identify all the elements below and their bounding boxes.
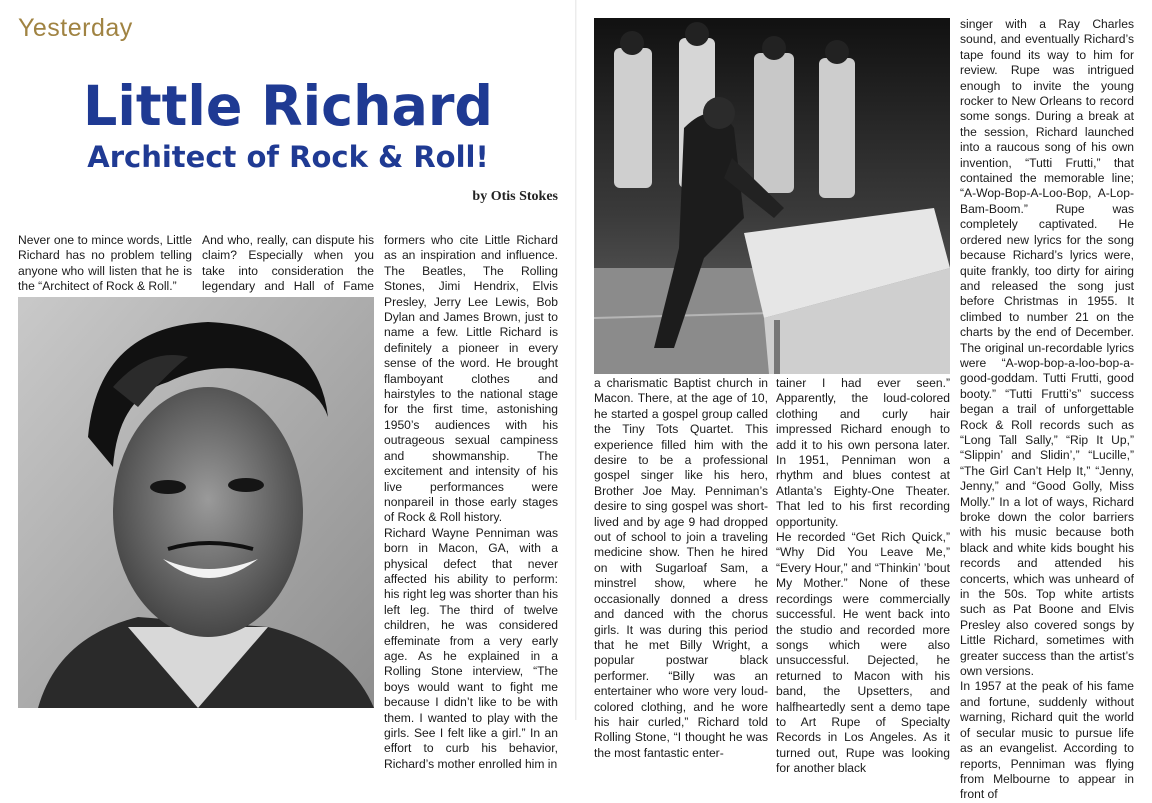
paragraph: singer with a Ray Charles sound, and eventually Richard’s tape found its way to him for review. Rupe was intrigued enough to invite the young rocker to New Orleans to record some songs. During a break at the session, Richard launched into a raucous song of his own invention, “Tutti Frutti,” that contained the memorable line; “A-Wop-Bop-A-Loo-Bop, A-Lop-Bam-Boom.” Rupe was completely captivated. He ordered new lyrics for the song because Richard’s lyrics were, quite frankly, too dirty for airing and released the song just before Christmas in 1955. It climbed to number 21 on the charts by the end of December. The original un-recordable lyrics were “A-wop-bop-a-loo-bop-a-good-goddam. Tutti Frutti, good booty.” “Tutti Frutti’s” success began a trail of unforgettable Rock & Roll records such as “Long Tall Sally,” “Rip It Up,” “Slippin’ and Slidin’,” “Lucille,” “The Girl Can’t Help It,” “Jenny, Jenny,” and “Good Golly, Miss Molly.” In a lot of ways, Richard broke down the color barriers with his music because both black and white kids bought his records and attended his concerts, which was unheard of in the 50s. Top white artists such as Pat Boone and Elvis Presley also covered songs by Little Richard, sometimes with greater success than the artist’s own versions. <box>960 17 1134 679</box>
paragraph: tainer I had ever seen.” Apparently, the loud-colored clothing and curly hair impressed Richard enough to add it to his own persona later. In 1951, Penniman won a rhythm and blues contest at Atlanta’s Eighty-One Theater. That led to his first recording opportunity. <box>776 376 950 529</box>
column-4 <box>594 376 768 761</box>
column-3 <box>384 233 558 772</box>
paragraph: Richard Wayne Penniman was born in Macon, GA, with a physical defect that never affected his ability to perform: his right leg was shorter than his left leg. The third of twelve children, he was considered effeminate from a very early age. As he explained in a Rolling Stone interview, “The boys would want to fight me because I didn’t like to be with them. I wanted to play with the girls. See I felt like a girl.” In an effort to curb his behavior, Richard’s mother enrolled him in <box>384 525 558 771</box>
paragraph: He recorded “Get Rich Quick,” “Why Did You Leave Me,” “Every Hour,” and “Thinkin’ ’bout My Mother.” None of these recordings were commercially successful. He went back into the studio and recorded more songs which were also unsuccessful. Dejected, he returned to Macon with his band, the Upsetters, and halfheartedly sent a demo tape to Art Rupe of Specialty Records in Los Angeles. As it turned out, Rupe was looking for another black <box>776 530 950 776</box>
portrait-photo <box>18 297 374 708</box>
article-subtitle: Architect of Rock & Roll! <box>87 140 489 174</box>
column-1-intro <box>18 233 192 295</box>
column-6 <box>960 17 1134 803</box>
page-spine <box>575 0 577 720</box>
band-performance-photo-icon <box>594 18 950 374</box>
column-5 <box>776 376 950 777</box>
paragraph: And who, really, can dispute his claim? Especially when you take into consideration the legendary and Hall of Fame <box>202 233 374 294</box>
paragraph: In 1957 at the peak of his fame and fortune, suddenly without warning, Richard quit the world of secular music to pursue life as an evangelist. According to reports, Penniman was flying from Melbourne to appear in front of <box>960 679 1134 802</box>
byline: by Otis Stokes <box>472 189 558 204</box>
portrait-photo-icon <box>18 297 374 708</box>
paragraph: formers who cite Little Richard as an inspiration and influence. The Beatles, The Rolling Stones, Jimi Hendrix, Elvis Presley, Jerry Lee Lewis, Bob Dylan and James Brown, just to name a few. Little Richard is definitely a pioneer in every sense of the word. He brought flamboyant clothes and hairstyles to the national stage for the first time, astonishing 1950’s audiences with his outrageous sexual campiness and showmanship. The excitement and intensity of his live performances were nonpareil in those early stages of Rock & Roll history. <box>384 233 558 525</box>
band-performance-photo <box>594 18 950 374</box>
section-label: Yesterday <box>18 14 133 42</box>
paragraph: Never one to mince words, Little Richard has no problem telling anyone who will listen that he is the “Architect of Rock & Roll.” <box>18 233 192 294</box>
article-title: Little Richard <box>82 74 493 138</box>
paragraph: a charismatic Baptist church in Macon. There, at the age of 10, he started a gospel group called the Tiny Tots Quartet. This experience filled him with the desire to be a professional gospel singer like his hero, Brother Joe May. Penniman’s desire to sing gospel was short-lived and by age 9 had dropped out of school to join a traveling medicine show. Then he hired on with Sugarloaf Sam, a minstrel show, where he occasionally donned a dress and danced with the chorus girls. It was during this period that he met Billy Wright, a popular postwar black performer. “Billy was an entertainer who wore very loud-colored clothing, and he wore his hair curled,” Richard told Rolling Stone, “I thought he was the most fantastic enter- <box>594 376 768 760</box>
